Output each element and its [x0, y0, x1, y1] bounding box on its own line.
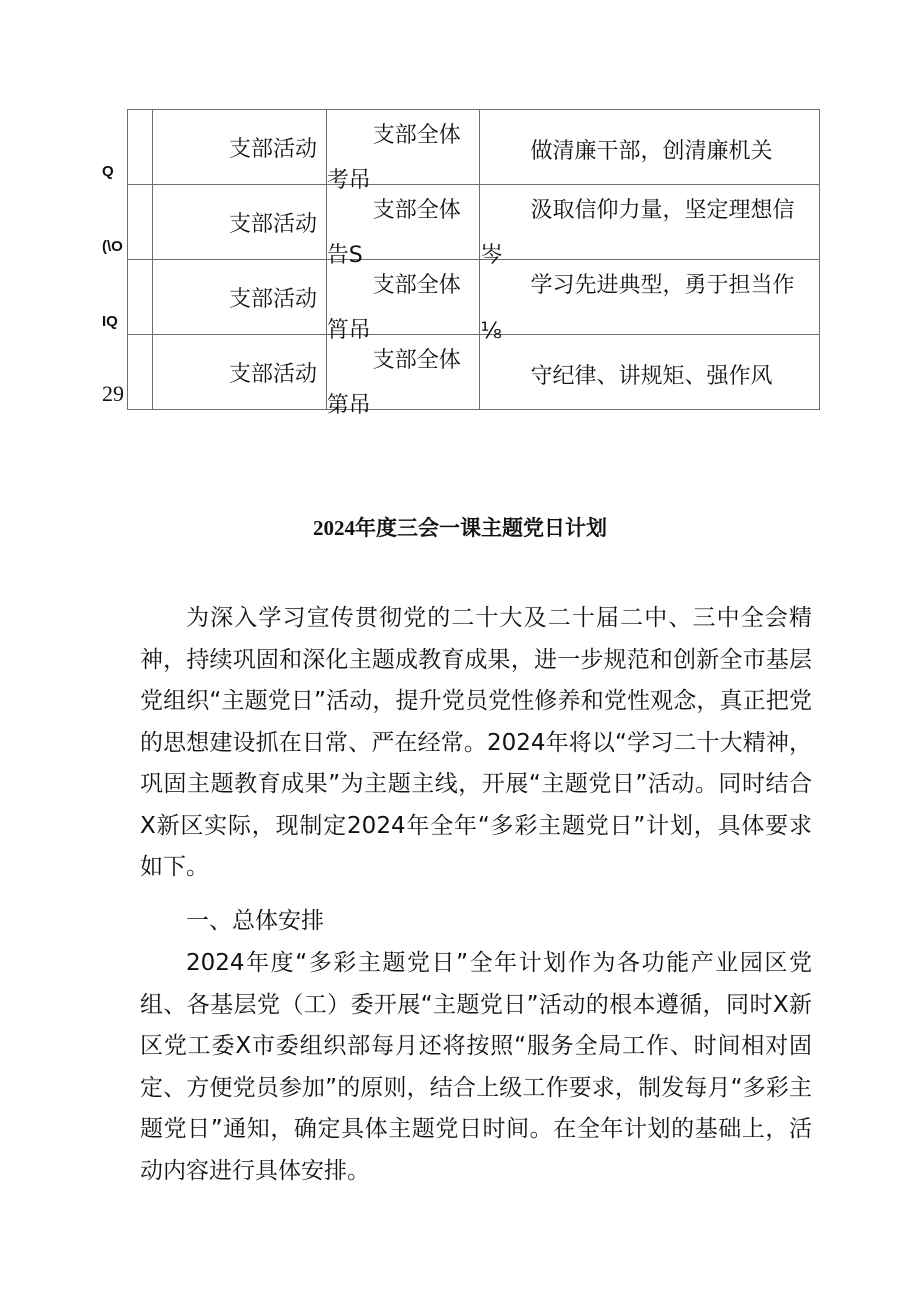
table-cell-theme [480, 260, 820, 344]
intro-paragraph: 为深入学习宣传贯彻党的二十大及二十届二中、三中全会精神，持续巩固和深化主题成教育成果，进一步规范和创新全市基层党组织“主题党日”活动，提升党员党性修养和党性观念，真正把党的思想建设抓在日常、严在经常。2024年将以“学习二十大精神，巩固主题教育成果”为主题主线，开展“主题党日”活动。同时结合X新区实际，现制定2024年全年“多彩主题党日”计划，具体要求如下。 [140, 605, 812, 880]
table-cell-activity [152, 110, 326, 185]
theme-overflow: ⅛ [480, 319, 502, 344]
table-cell-activity [152, 260, 326, 335]
activity-theme: 守纪律、讲规矩、强作风 [530, 364, 773, 389]
activity-theme: 学习先进典型，勇于担当作 [530, 273, 795, 298]
participants-line1: 支部全体 [372, 348, 461, 373]
section-paragraph-block [140, 943, 812, 1192]
section-paragraph: 2024年度“多彩主题党日”全年计划作为各功能产业园区党组、各基层党（工）委开展“主题党日”活动的根本遵循，同时X新区党工委X市委组织部每月还将按照“服务全局工作、时间相对固定、方便党员参加”的原则，结合上级工作要求，制发每月“多彩主题党日”通知，确定具体主题党日时间。在全年计划的基础上，活动内容进行具体安排。 [140, 950, 812, 1184]
row-number: 29 [102, 381, 124, 406]
participants-line1: 支部全体 [372, 198, 461, 223]
table-cell-theme [480, 185, 820, 268]
table-cell-activity [152, 335, 326, 410]
row-number: IQ [102, 313, 118, 330]
activity-type: 支部活动 [228, 287, 317, 312]
participants-line2: 筲吊 [326, 318, 371, 343]
table-cell-participants [326, 185, 480, 268]
participants-line1: 支部全体 [372, 123, 461, 148]
participants-line2: 考吊 [326, 168, 371, 193]
activity-table [102, 109, 820, 418]
table-cell-participants [326, 260, 480, 343]
table-row [128, 110, 820, 185]
activity-type: 支部活动 [228, 212, 317, 237]
table-row [128, 335, 820, 410]
table-cell-theme [480, 335, 820, 410]
participants-line2: 第吊 [326, 393, 371, 418]
row-number: (\O [102, 238, 123, 255]
activity-type: 支部活动 [228, 137, 317, 162]
row-number: Q [102, 163, 114, 180]
table-cell-index [102, 260, 153, 335]
table-cell-index [102, 185, 153, 260]
activity-type: 支部活动 [228, 362, 317, 387]
table-cell-participants [326, 335, 480, 418]
intro-paragraph-block [140, 598, 812, 889]
activity-theme: 汲取信仰力量，坚定理想信 [530, 198, 795, 223]
participants-line2: 告S [326, 243, 363, 268]
table-row [128, 260, 820, 335]
document-title: 2024年度三会一课主题党日计划 [313, 516, 607, 540]
participants-line1: 支部全体 [372, 273, 461, 298]
table-cell-participants [326, 110, 480, 193]
activity-theme: 做清廉干部，创清廉机关 [530, 139, 773, 164]
table-cell-index [102, 335, 153, 410]
table-cell-index [102, 110, 153, 185]
theme-overflow: 岑 [480, 243, 503, 268]
table-cell-theme [480, 110, 820, 185]
table-row [128, 185, 820, 260]
table-cell-activity [152, 185, 326, 260]
section-heading: 一、总体安排 [186, 908, 324, 934]
